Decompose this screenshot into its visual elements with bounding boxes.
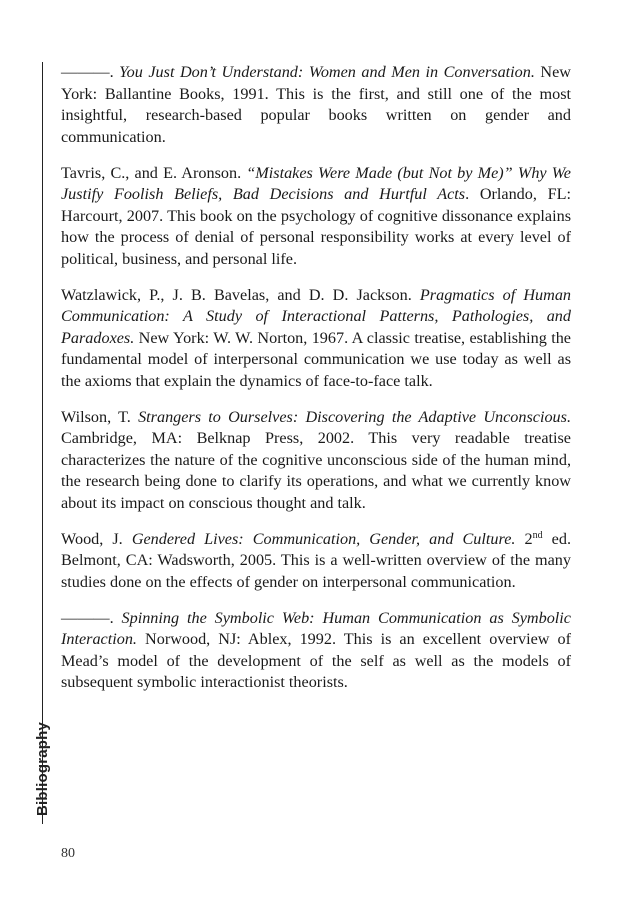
margin-rule	[42, 62, 43, 824]
bibliography-entry: Wilson, T. Strangers to Ourselves: Discovering the Adaptive Unconscious. Cambridge, MA: Belknap Press, 2002. This very readable treatise characterizes the nature of the cognitive unconscious side of the human mind, the research being done to clarify its operations, and what we currently know about its impact on conscious thought and talk.	[61, 407, 571, 512]
work-title: “Mistakes Were Made (but Not by Me)” Why We Justify Foolish Beliefs, Bad Decisions and Hurtful Acts	[61, 163, 571, 203]
bibliography-list	[61, 62, 571, 708]
section-side-label: Bibliography	[34, 721, 51, 816]
work-title: Strangers to Ourselves: Discovering the Adaptive Unconscious.	[138, 407, 571, 426]
bibliography-entry: ———. You Just Don’t Understand: Women and Men in Conversation. New York: Ballantine Books, 1991. This is the first, and still one of the most insightful, research-based popular books written on gender and communication.	[61, 63, 571, 146]
bibliography-entry: Wood, J. Gendered Lives: Communication, Gender, and Culture. 2nd ed. Belmont, CA: Wadsworth, 2005. This is a well-written overview of the many studies done on the effects of gender on interpersonal communication.	[61, 529, 571, 591]
work-title: Pragmatics of Human Communication: A Study of Interactional Patterns, Pathologies, and Paradoxes.	[61, 285, 572, 347]
work-title: Gendered Lives: Communication, Gender, and Culture.	[131, 529, 516, 548]
bibliography-entry: ———. Spinning the Symbolic Web: Human Communication as Symbolic Interaction. Norwood, NJ: Ablex, 1992. This is an excellent overview of Mead’s model of the development of the self as well as the models of subsequent symbolic interactionist theorists.	[61, 608, 571, 691]
edition-superscript: nd	[532, 529, 543, 541]
bibliography-entry: Tavris, C., and E. Aronson. “Mistakes Were Made (but Not by Me)” Why We Justify Foolish Beliefs, Bad Decisions and Hurtful Acts. Orlando, FL: Harcourt, 2007. This book on the psychology of cognitive dissonance explains how the process of denial of personal responsibility works at every level of political, business, and personal life.	[61, 163, 571, 268]
page-number: 80	[61, 846, 75, 861]
work-title: You Just Don’t Understand: Women and Men in Conversation.	[119, 63, 535, 81]
work-title: Spinning the Symbolic Web: Human Communication as Symbolic Interaction.	[61, 608, 571, 648]
bibliography-entry: Watzlawick, P., J. B. Bavelas, and D. D. Jackson. Pragmatics of Human Communication: A Study of Interactional Patterns, Pathologies, and Paradoxes. New York: W. W. Norton, 1967. A classic treatise, establishing the fundamental model of interpersonal communication we use today as well as the axioms that explain the dynamics of face-to-face talk.	[61, 285, 572, 390]
